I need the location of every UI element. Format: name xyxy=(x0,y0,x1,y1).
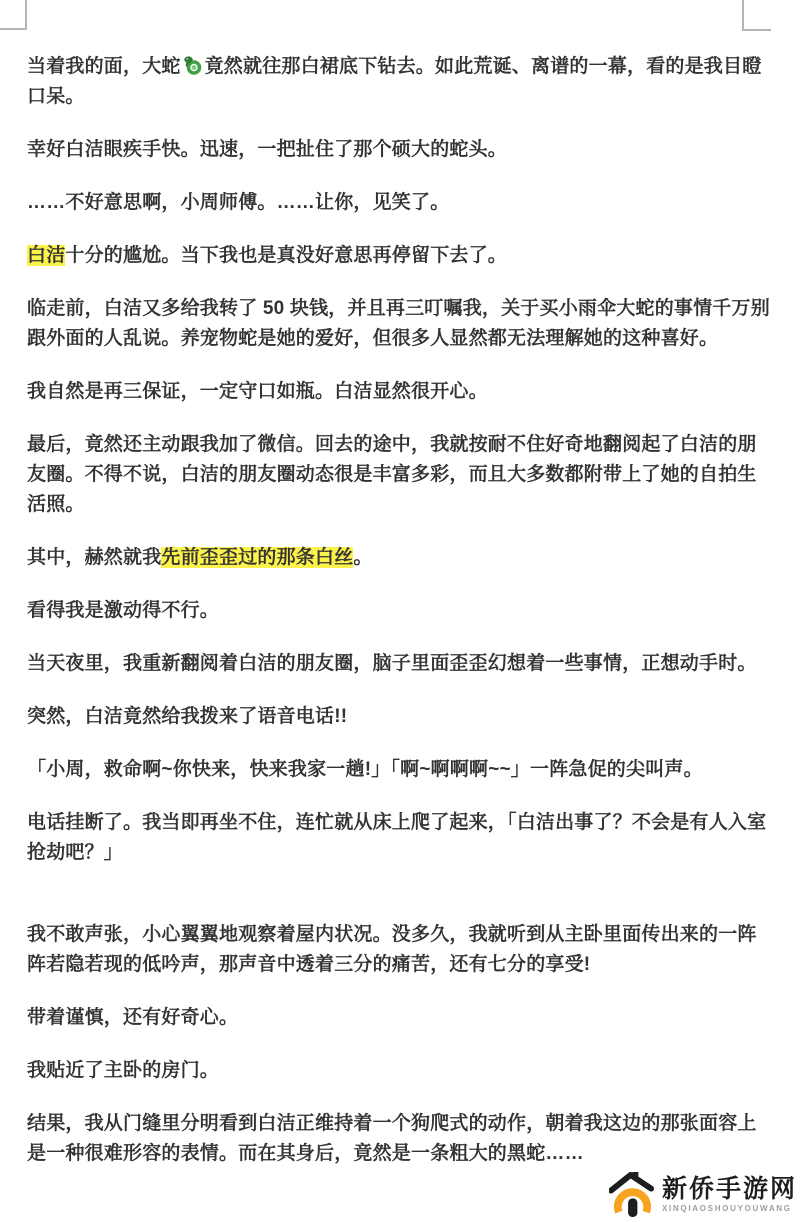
highlighted-text: 先前歪歪过的那条白丝 xyxy=(161,547,354,568)
text-segment: 带着谨慎，还有好奇心。 xyxy=(27,1007,239,1028)
watermark-text xyxy=(662,1176,797,1214)
text-segment: 幸好白洁眼疾手快。迅速，一把扯住了那个硕大的蛇头。 xyxy=(27,139,508,160)
text-segment: 结果，我从门缝里分明看到白洁正维持着一个狗爬式的动作，朝着我这边的那张面容上是一种很难形容的表情。而在其身后，竟然是一条粗大的黑蛇…… xyxy=(27,1113,757,1164)
text-segment: 最后，竟然还主动跟我加了微信。回去的途中，我就按耐不住好奇地翻阅起了白洁的朋友圈。不得不说，白洁的朋友圈动态很是丰富多彩，而且大多数都附带上了她的自拍生活照。 xyxy=(27,434,757,515)
document-body xyxy=(27,0,772,1192)
text-segment: 我不敢声张，小心翼翼地观察着屋内状况。没多久，我就听到从主卧里面传出来的一阵阵若隐若现的低吟声，那声音中透着三分的痛苦，还有七分的享受! xyxy=(27,924,757,975)
text-segment: 当着我的面，大蛇 xyxy=(27,56,181,77)
paragraph xyxy=(27,596,772,626)
watermark-subtitle: XINQIAOSHOUYOUWANG xyxy=(661,1203,792,1213)
paragraph xyxy=(27,135,772,165)
paragraph xyxy=(27,241,772,271)
snake-emoji-icon xyxy=(182,55,204,75)
paragraph xyxy=(27,920,772,980)
paragraph xyxy=(27,294,772,354)
margin-mark-top-left xyxy=(0,0,27,30)
highlighted-text: 白洁 xyxy=(27,245,66,266)
paragraph-spacer xyxy=(27,891,772,897)
paragraph xyxy=(27,543,772,573)
paragraph xyxy=(27,1003,772,1033)
paragraph xyxy=(27,1109,772,1169)
text-segment: 其中，赫然就我 xyxy=(27,547,162,568)
paragraph xyxy=(27,188,772,218)
paragraph xyxy=(27,430,772,520)
text-segment: 当天夜里，我重新翻阅着白洁的朋友圈，脑子里面歪歪幻想着一些事情，正想动手时。 xyxy=(27,653,757,674)
paragraph xyxy=(27,808,772,868)
paragraph xyxy=(27,649,772,679)
text-segment: 我贴近了主卧的房门。 xyxy=(27,1060,220,1081)
paragraph xyxy=(27,702,772,732)
text-segment: 看得我是激动得不行。 xyxy=(27,600,220,621)
site-watermark xyxy=(609,1171,797,1218)
text-segment: 突然，白洁竟然给我拨来了语音电话!! xyxy=(27,706,348,727)
text-segment: 电话挂断了。我当即再坐不住，连忙就从床上爬了起来，「白洁出事了？不会是有人入室抢劫吧？」 xyxy=(27,812,767,863)
text-segment: 。 xyxy=(353,547,373,568)
text-segment: 我自然是再三保证，一定守口如瓶。白洁显然很开心。 xyxy=(27,381,488,402)
text-segment: 竟然就往那白裙底下钻去。如此荒诞、离谱的一幕，看的是我目瞪口呆。 xyxy=(27,56,762,107)
paragraph xyxy=(27,755,772,785)
text-segment: 「小周，救命啊~你快来，快来我家一趟!」「啊~啊啊啊~~」一阵急促的尖叫声。 xyxy=(27,759,703,780)
text-segment: 十分的尴尬。当下我也是真没好意思再停留下去了。 xyxy=(65,245,508,266)
paragraph xyxy=(27,1056,772,1086)
text-segment: ……不好意思啊，小周师傅。……让你，见笑了。 xyxy=(27,192,450,213)
text-segment: 临走前，白洁又多给我转了 50 块钱，并且再三叮嘱我，关于买小雨伞大蛇的事情千万别跟外面的人乱说。养宠物蛇是她的爱好，但很多人显然都无法理解她的这种喜好。 xyxy=(27,298,770,349)
watermark-title: 新侨手游网 xyxy=(661,1174,797,1203)
paragraph xyxy=(27,52,772,112)
house-logo-icon xyxy=(609,1171,656,1222)
paragraph xyxy=(27,377,772,407)
